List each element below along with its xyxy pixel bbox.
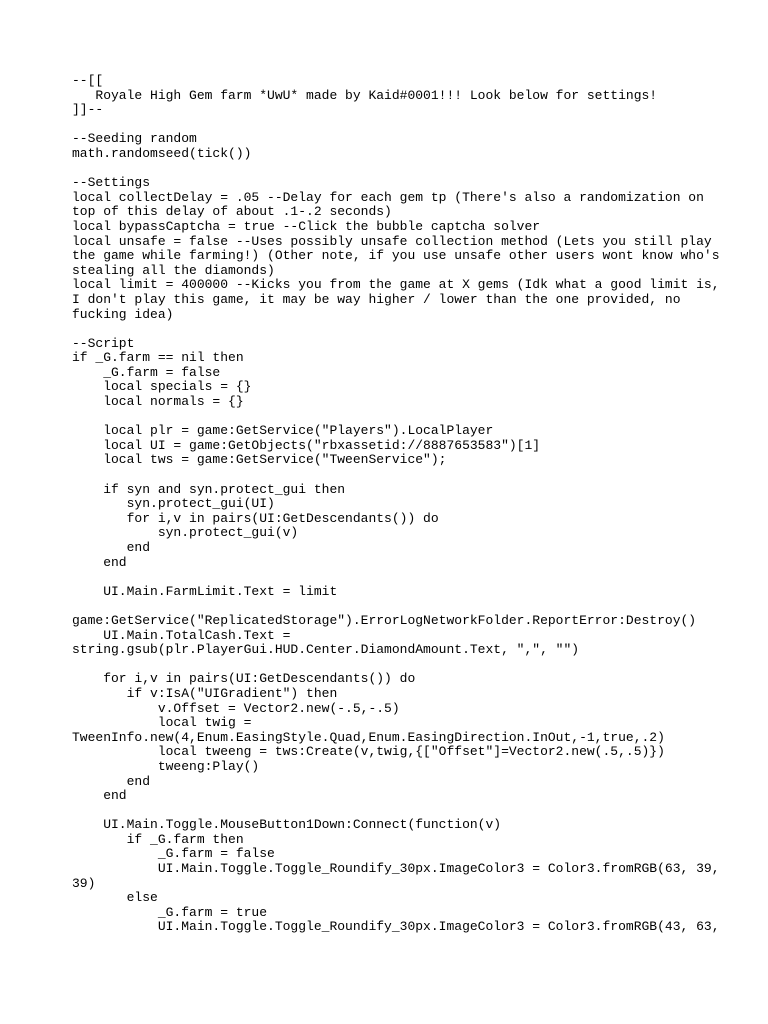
code-line: [72, 118, 712, 133]
code-line: v.Offset = Vector2.new(-.5,-.5): [72, 700, 400, 716]
code-line: local specials = {}: [72, 379, 252, 395]
code-line: syn.protect_gui(UI): [72, 496, 275, 512]
code-line: tweeng:Play(): [72, 758, 260, 774]
document-page: [72, 73, 720, 935]
code-line: end: [72, 788, 127, 804]
code-line: Royale High Gem farm *UwU* made by Kaid#0001!!! Look below for settings!: [72, 87, 658, 103]
code-line: local bypassCaptcha = true --Click the bubble captcha solver: [72, 218, 541, 234]
code-line: I don't play this game, it may be way higher / lower than the one provided, no: [72, 291, 681, 307]
code-line: TweenInfo.new(4,Enum.EasingStyle.Quad,Enum.EasingDirection.InOut,-1,true,.2): [72, 729, 665, 745]
code-line: else: [72, 890, 158, 906]
code-line: for i,v in pairs(UI:GetDescendants()) do: [72, 671, 416, 687]
code-line: for i,v in pairs(UI:GetDescendants()) do: [72, 510, 439, 526]
code-line: fucking idea): [72, 306, 174, 322]
code-line: local limit = 400000 --Kicks you from the game at X gems (Idk what a good limit is,: [72, 277, 720, 293]
code-line: [72, 162, 712, 177]
code-line: local twig =: [72, 715, 252, 731]
code-line: end: [72, 540, 151, 555]
code-line: [72, 599, 712, 614]
code-line: local plr = game:GetService("Players").LocalPlayer: [72, 423, 494, 439]
code-line: end: [72, 773, 151, 789]
code-line: stealing all the diamonds): [72, 262, 275, 278]
code-line: --Seeding random: [72, 131, 197, 147]
code-line: math.randomseed(tick()): [72, 145, 252, 161]
code-line: [72, 410, 712, 425]
code-line: local normals = {}: [72, 394, 244, 410]
code-line: _G.farm = false: [72, 364, 221, 380]
code-line: local unsafe = false --Uses possibly unsafe collection method (Lets you still play: [72, 233, 712, 249]
code-line: UI.Main.Toggle.MouseButton1Down:Connect(function(v): [72, 817, 502, 833]
code-line: top of this delay of about .1-.2 seconds): [72, 204, 392, 220]
code-line: --[[: [72, 73, 104, 88]
code-line: if syn and syn.protect_gui then: [72, 481, 346, 497]
code-line: _G.farm = true: [72, 904, 268, 920]
code-line: UI.Main.FarmLimit.Text = limit: [72, 583, 338, 599]
code-line: --Settings: [72, 175, 151, 191]
code-line: game:GetService("ReplicatedStorage").ErrorLogNetworkFolder.ReportError:Destroy(): [72, 612, 697, 628]
code-line: end: [72, 554, 127, 570]
code-line: [72, 804, 712, 819]
code-line: syn.protect_gui(v): [72, 525, 299, 541]
code-line: [72, 570, 712, 585]
code-line: UI.Main.Toggle.Toggle_Roundify_30px.ImageColor3 = Color3.fromRGB(43, 63,: [72, 919, 720, 935]
code-line: [72, 468, 712, 483]
code-line: UI.Main.Toggle.Toggle_Roundify_30px.ImageColor3 = Color3.fromRGB(63, 39,: [72, 861, 720, 877]
code-line: --Script: [72, 335, 135, 351]
code-line: local collectDelay = .05 --Delay for each gem tp (There's also a randomization on: [72, 189, 704, 205]
code-line: if v:IsA("UIGradient") then: [72, 685, 338, 701]
code-line: [72, 322, 712, 337]
code-line: if _G.farm == nil then: [72, 350, 244, 366]
code-line: [72, 658, 712, 673]
code-line: local tws = game:GetService("TweenService");: [72, 452, 447, 468]
code-line: local UI = game:GetObjects("rbxassetid://8887653583")[1]: [72, 437, 541, 453]
code-line: local tweeng = tws:Create(v,twig,{["Offset"]=Vector2.new(.5,.5)}): [72, 744, 665, 760]
code-line: if _G.farm then: [72, 831, 244, 847]
code-line: 39): [72, 875, 96, 891]
code-line: UI.Main.TotalCash.Text =: [72, 627, 291, 643]
code-line: ]]--: [72, 102, 104, 118]
code-line: string.gsub(plr.PlayerGui.HUD.Center.DiamondAmount.Text, ",", ""): [72, 642, 580, 658]
code-line: _G.farm = false: [72, 846, 275, 862]
code-line: the game while farming!) (Other note, if you use unsafe other users wont know who's: [72, 248, 720, 264]
